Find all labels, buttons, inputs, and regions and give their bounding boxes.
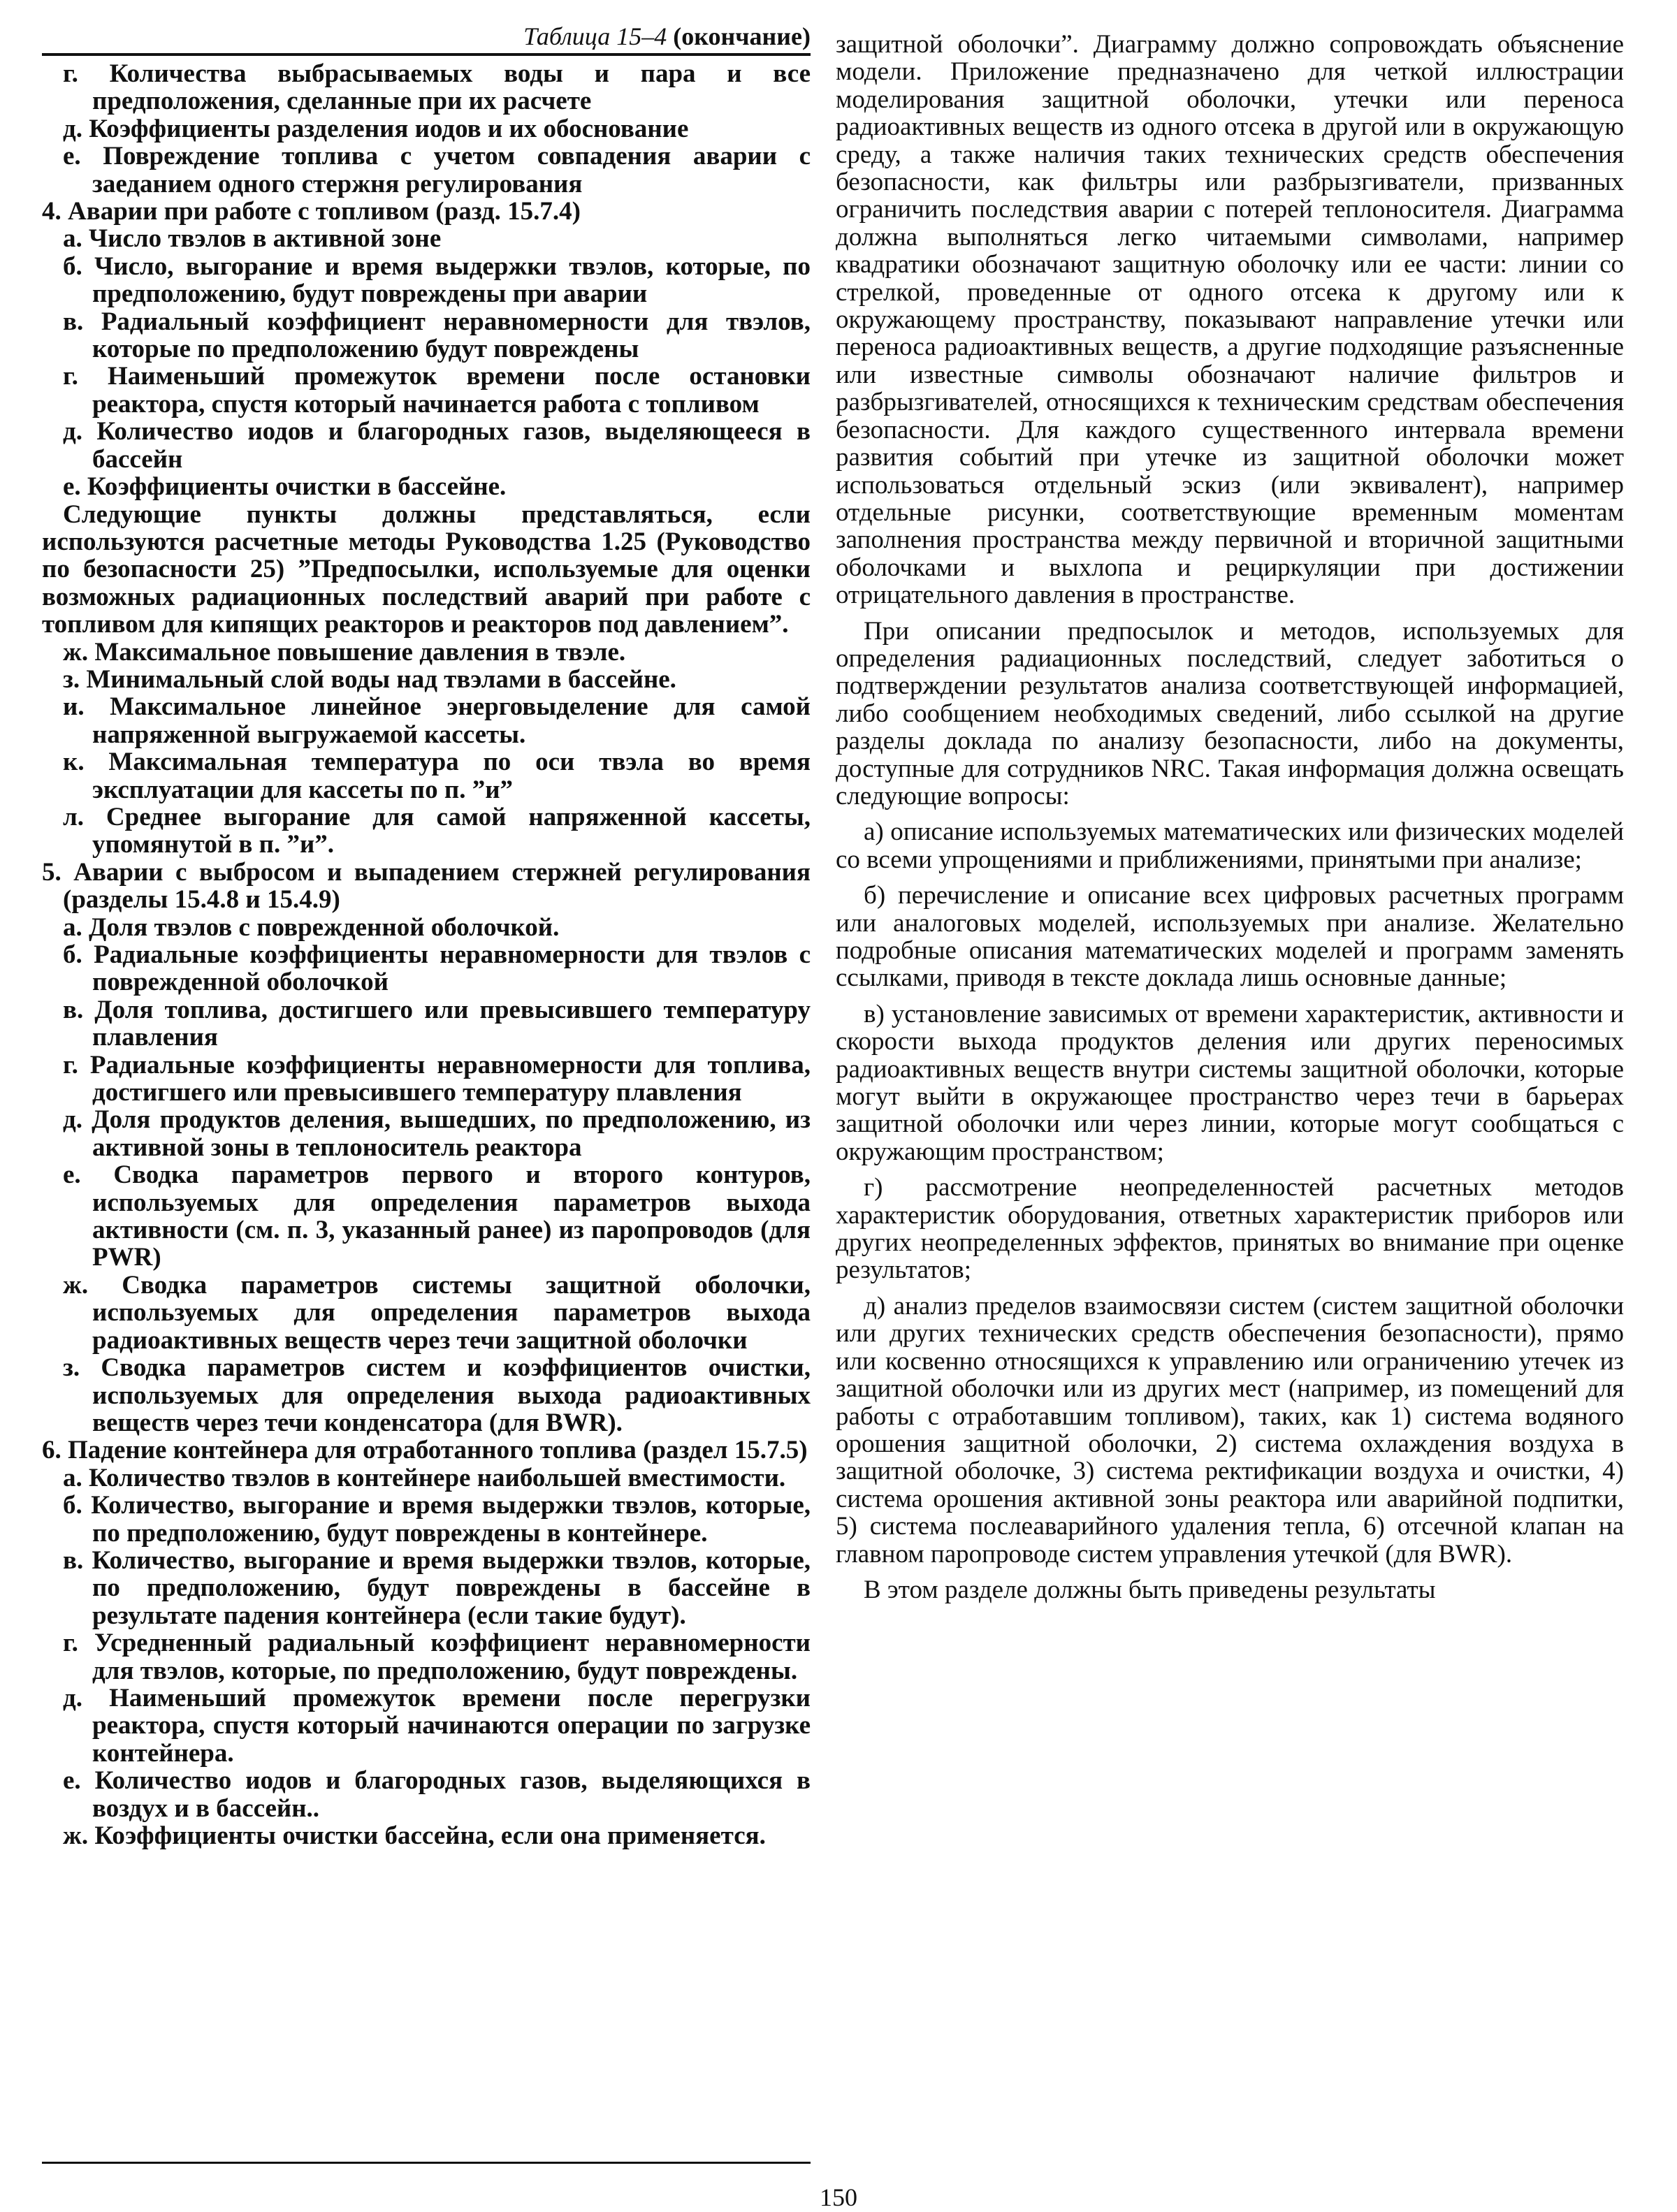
list-item: д. Наименьший промежуток времени после перегрузки реактора, спустя который начинаются операции по загрузке контейнера. [63, 1683, 811, 1768]
list-item: и. Максимальное линейное энерговыделение для самой напряженной выгружаемой кассеты. [63, 692, 811, 749]
list-item: в. Количество, выгорание и время выдержки твэлов, которые, по предположению, будут повреждены в бассейне в результате падения контейнера (если такие будут). [63, 1545, 811, 1630]
list-item: е. Повреждение топлива с учетом совпадения аварии с заеданием одного стержня регулирования [63, 142, 811, 198]
list-item: а) описание используемых математических или физических моделей со всеми упрощениями и приближениями, принятыми при анализе; [836, 817, 1624, 874]
list-item: е. Коэффициенты очистки в бассейне. [63, 472, 507, 502]
table-label: Таблица 15–4 [523, 22, 667, 50]
left-column [42, 21, 811, 1849]
list-item: в. Радиальный коэффициент неравномерности для твэлов, которые по предположению будут повреждены [63, 307, 811, 364]
list-item: г. Наименьший промежуток времени после остановки реактора, спустя который начинается работа с топливом [63, 362, 811, 419]
list-item: е. Сводка параметров первого и второго контуров, используемых для определения параметров выхода активности (см. п. 3, указанный ранее) из паропроводов (для PWR) [63, 1160, 811, 1272]
list-item: б) перечисление и описание всех цифровых расчетных программ или аналоговых моделей, используемых при анализе. Желательно подробные описания математических моделей и программ заменять ссылками, приводя в тексте доклада лишь основные данные; [836, 881, 1624, 993]
list-item: д) анализ пределов взаимосвязи систем (систем защитной оболочки или других технических средств обеспечения безопасности), прямо или косвенно относящихся к управлению или ограничению утечек из защитной оболочки или из других мест (например, из помещений для работы с отработавшим топливом), таких, как 1) система водяного орошения защитной оболочки, 2) система охлаждения воздуха в защитной оболочке, 3) система ректификации воздуха и очистки, 4) система орошения активной зоны реактора или аварийной подпитки, 5) система послеаварийного удаления тепла, 6) отсечной клапан на главном паропроводе систем управления утечкой (для BWR). [836, 1291, 1624, 1569]
list-item: г) рассмотрение неопределенностей расчетных методов характеристик оборудования, ответных характеристик приборов или других неопределенных эффектов, принятых во внимание при оценке результатов; [836, 1173, 1624, 1285]
paragraph: Следующие пункты должны представляться, если используются расчетные методы Руководства 1.25 (Руководство по безопасности 25) ”Предпосылки, используемые для оценки возможных радиационных последствий аварий при работе с топливом для кипящих реакторов и реакторов под давлением”. [42, 500, 811, 639]
list-item: г. Усредненный радиальный коэффициент неравномерности для твэлов, которые, по предположению, будут повреждены. [63, 1629, 811, 1685]
list-item: е. Количество иодов и благородных газов, выделяющихся в воздух и в бассейн.. [63, 1766, 811, 1823]
list-item: б. Число, выгорание и время выдержки твэлов, которые, по предположению, будут повреждены при аварии [63, 252, 811, 309]
header-rule [42, 53, 811, 56]
list-item: в) установление зависимых от времени характеристик, активности и скорости выхода продуктов деления или других переносимых радиоактивных веществ внутри системы защитной оболочки, которые могут выйти в окружающее пространство через течи в барьерах защитной оболочки или через линии, которые могут сообщаться с окружающим пространством; [836, 999, 1624, 1166]
list-item: В этом разделе должны быть приведены результаты [864, 1575, 1436, 1604]
list-item: а. Количество твэлов в контейнере наибольшей вместимости. [63, 1463, 786, 1492]
paragraph: защитной оболочки”. Диаграмму должно сопровождать объяснение модели. Приложение предназначено для четкой иллюстрации моделирования защитной оболочки, утечки или переноса радиоактивных веществ из одного отсека в другой или в окружающую среду, а также наличия таких технических средств обеспечения безопасности, как фильтры или разбрызгиватели, призванных ограничить последствия аварии с потерей теплоносителя. Диаграмма должна выполняться легко читаемыми символами, например квадратики обозначают защитную оболочку или ее части: линии со стрелкой, проведенные от одного отсека к другому или к окружающему пространству, показывают направление утечки или переноса радиоактивных веществ, а другие подходящие разъясненные или известные символы обозначают наличие фильтров и разбрызгивателей, относящихся к техническим средствам обеспечения безопасности. Для каждого существенного интервала времени развития событий при утечке из защитной оболочки может использоваться отдельный эскиз (или эквивалент), например отдельные рисунки, соответствующие временным моментам заполнения пространства между первичной и вторичной защитными оболочками и выхлопа и рециркуляции при достижении отрицательного давления в пространстве. [836, 30, 1624, 610]
list-item: ж. Коэффициенты очистки бассейна, если она применяется. [63, 1821, 766, 1850]
list-item: ж. Максимальное повышение давления в твэле. [63, 637, 626, 667]
page-number: 150 [820, 2183, 857, 2211]
list-item: г. Радиальные коэффициенты неравномерности для топлива, достигшего или превысившего температуру плавления [63, 1050, 811, 1107]
section-heading: 5. Аварии с выбросом и выпадением стержней регулирования (разделы 15.4.8 и 15.4.9) [42, 857, 811, 915]
list-item: з. Минимальный слой воды над твэлами в бассейне. [63, 664, 676, 694]
section-heading: 4. Аварии при работе с топливом (разд. 15.7.4) [42, 197, 581, 226]
paragraph: При описании предпосылок и методов, используемых для определения радиационных последствий, следует заботиться о подтверждении результатов анализа соответствующей информацией, либо сообщением необходимых сведений, либо ссылкой на другие разделы доклада по анализу безопасности, либо на документы, доступные для сотрудников NRC. Такая информация должна освещать следующие вопросы: [836, 616, 1624, 810]
section-heading: 6. Падение контейнера для отработанного топлива (раздел 15.7.5) [42, 1436, 808, 1465]
list-item: г. Количества выбрасываемых воды и пара и все предположения, сделанные при их расчете [63, 59, 811, 116]
right-column [836, 31, 1624, 1603]
list-item: ж. Сводка параметров системы защитной оболочки, используемых для определения параметров выхода радиоактивных веществ через течи защитной оболочки [63, 1270, 811, 1355]
list-item: а. Число твэлов в активной зоне [63, 224, 442, 254]
table-continuation: (окончание) [673, 22, 811, 50]
list-item: в. Доля топлива, достигшего или превысившего температуру плавления [63, 995, 811, 1052]
list-item: д. Количество иодов и благородных газов, выделяющееся в бассейн [63, 417, 811, 474]
table-caption [42, 21, 811, 52]
table-end-rule [42, 2162, 811, 2164]
list-item: б. Количество, выгорание и время выдержки твэлов, которые, по предположению, будут повреждены в контейнере. [63, 1491, 811, 1548]
table-list [42, 60, 811, 1849]
list-item: л. Среднее выгорание для самой напряженной кассеты, упомянутой в п. ”и”. [63, 802, 811, 859]
list-item: к. Максимальная температура по оси твэла во время эксплуатации для кассеты по п. ”и” [63, 748, 811, 804]
list-item: а. Доля твэлов с поврежденной оболочкой. [63, 912, 560, 942]
list-item: д. Коэффициенты разделения иодов и их обоснование [63, 114, 689, 143]
list-item: з. Сводка параметров систем и коэффициентов очистки, используемых для определения выхода радиоактивных веществ через течи конденсатора (для BWR). [63, 1353, 811, 1437]
list-item: д. Доля продуктов деления, вышедших, по предположению, из активной зоны в теплоноситель реактора [63, 1105, 811, 1162]
list-item: б. Радиальные коэффициенты неравномерности для твэлов с поврежденной оболочкой [63, 940, 811, 997]
